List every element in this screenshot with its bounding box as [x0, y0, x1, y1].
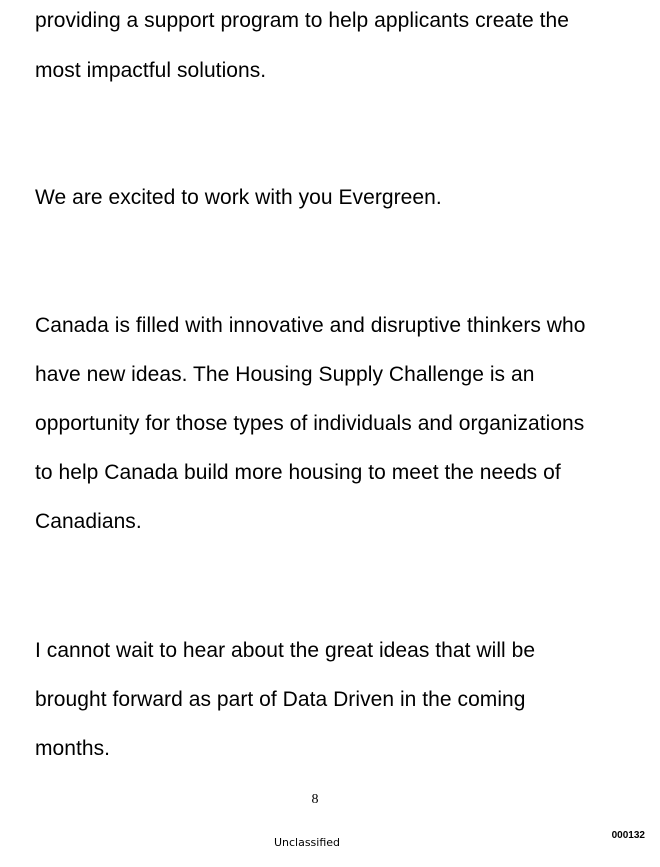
paragraph-4-line-3: months. — [35, 737, 111, 760]
paragraph-4-line-1: I cannot wait to hear about the great ideas that will be — [35, 639, 536, 662]
paragraph-2-line-1: We are excited to work with you Evergreen. — [35, 186, 442, 209]
paragraph-4-line-2: brought forward as part of Data Driven in the coming — [35, 688, 526, 711]
paragraph-3-line-3: opportunity for those types of individuals and organizations — [35, 412, 585, 435]
document-id: 000132 — [611, 830, 645, 841]
page-number: 8 — [311, 792, 319, 807]
paragraph-3-line-2: have new ideas. The Housing Supply Challenge is an — [35, 363, 535, 386]
classification-label: Unclassified — [273, 836, 341, 849]
paragraph-3-line-1: Canada is filled with innovative and disruptive thinkers who — [35, 314, 586, 337]
paragraph-1-line-1: providing a support program to help applicants create the — [35, 9, 570, 32]
paragraph-3-line-5: Canadians. — [35, 510, 142, 533]
paragraph-1-line-2: most impactful solutions. — [35, 59, 267, 82]
paragraph-3-line-4: to help Canada build more housing to meet the needs of — [35, 461, 561, 484]
